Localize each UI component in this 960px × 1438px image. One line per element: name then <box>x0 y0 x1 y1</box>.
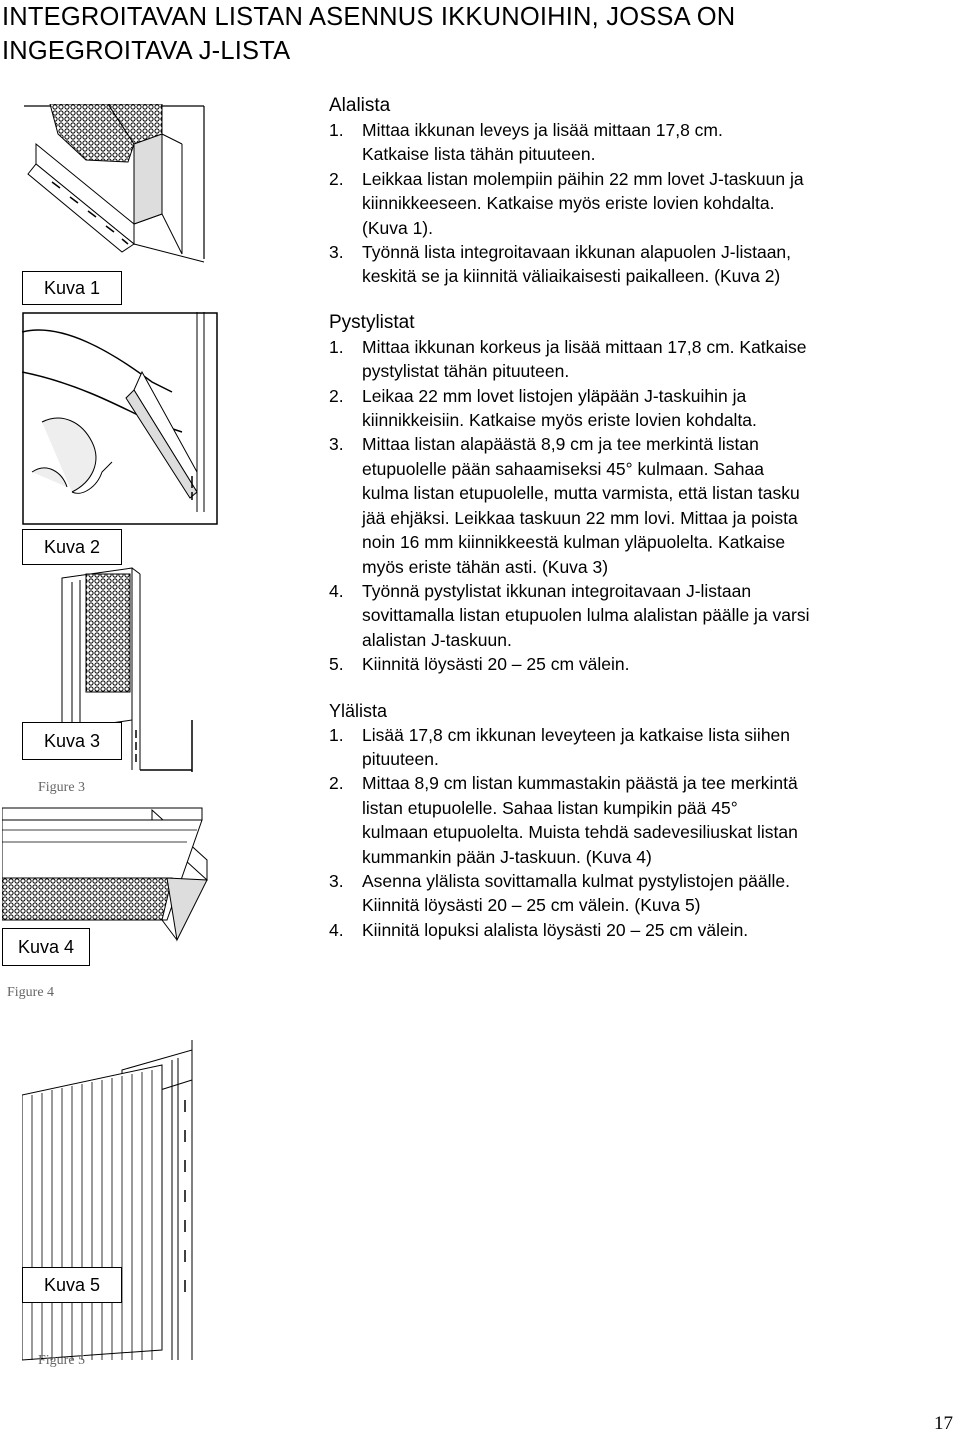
list-item: 2. Leikkaa listan molempiin päihin 22 mm lovet J-taskuun ja kiinnikkeeseen. Katkaise myös eriste lovien kohdalta. (Kuva 1). <box>329 168 804 238</box>
list-item: 1. Mittaa ikkunan leveys ja lisää mittaan 17,8 cm. Katkaise lista tähän pituuteen. <box>329 120 723 165</box>
figure-5-drawing <box>22 1040 217 1362</box>
list-item: 3. Mittaa listan alapäästä 8,9 cm ja tee merkintä listan etupuolelle pään sahaamiseksi 45° kulmaan. Sahaa kulma listan etupuolelle, mutta varmista, että listan tasku jää ehjäksi. Leikkaa taskuun 22 mm lovi. Mittaa ja poista noin 16 mm kiinnikkeestä kulman yläpuolelta. Katkaise myös eriste tähän asti. (Kuva 3) <box>329 434 800 577</box>
list-item: 1. Lisää 17,8 cm ikkunan leveyteen ja katkaise lista siihen pituuteen. <box>329 724 791 769</box>
title-line-1: INTEGROITAVAN LISTAN ASENNUS IKKUNOIHIN, JOSSA ON <box>2 3 736 31</box>
list-item: 3. Asenna ylälista sovittamalla kulmat pystylistojen päälle. Kiinnitä löysästi 20 – 25 cm välein. (Kuva 5) <box>329 870 790 916</box>
figure-2-drawing <box>22 312 220 526</box>
figure-1-label <box>22 271 122 305</box>
figure-4-label <box>2 928 90 966</box>
section-heading-pystylistat: Pystylistat <box>329 311 415 333</box>
figure-1-label-text: Kuva 1 <box>43 278 101 298</box>
list-item: 1. Mittaa ikkunan korkeus ja lisää mittaan 17,8 cm. Katkaise pystylistat tähän pituuteen. <box>329 336 807 382</box>
section-heading-alalista: Alalista <box>329 95 391 116</box>
figure-3-caption: Figure 3 <box>38 780 86 795</box>
figure-5-label-text: Kuva 5 <box>43 1275 101 1295</box>
figure-5-label <box>22 1267 122 1303</box>
section-heading-ylalista: Ylälista <box>329 700 388 721</box>
ylalista-steps <box>329 723 954 943</box>
list-item: 2. Mittaa 8,9 cm listan kummastakin päästä ja tee merkintä listan etupuolelle. Sahaa listan kumpikin pää 45° kulmaan etupuolelta. Muista tehdä sadevesiliuskat listan kummankin pään J-taskuun. (Kuva 4) <box>329 773 798 867</box>
figure-5-caption: Figure 5 <box>38 1353 86 1368</box>
page-number: 17 <box>934 1413 953 1434</box>
list-item: 4. Työnnä pystylistat ikkunan integroitavaan J-listaan sovittamalla listan etupuolen lulma alalistan päälle ja varsi alalistan J-taskuun. <box>329 580 810 650</box>
list-item: 3. Työnnä lista integroitavaan ikkunan alapuolen J-listaan, keskitä se ja kiinnitä väliaikaisesti paikalleen. (Kuva 2) <box>329 242 792 287</box>
list-item: 5. Kiinnitä löysästi 20 – 25 cm välein. <box>329 654 630 675</box>
figure-3-label <box>22 722 122 760</box>
page-title <box>2 0 735 68</box>
figure-2-label-text: Kuva 2 <box>43 537 101 557</box>
title-line-2: INGEGROITAVA J-LISTA <box>2 37 291 65</box>
instructions-column <box>329 94 954 942</box>
figure-3-label-text: Kuva 3 <box>43 731 101 751</box>
list-item: 4. Kiinnitä lopuksi alalista löysästi 20 – 25 cm välein. <box>329 919 749 940</box>
figure-4-label-text: Kuva 4 <box>17 937 75 957</box>
pystylistat-steps <box>329 335 954 677</box>
list-item: 2. Leikaa 22 mm lovet listojen yläpään J-taskuihin ja kiinnikkeisiin. Katkaise myös eriste lovien kohdalta. <box>329 385 757 431</box>
figure-4-caption: Figure 4 <box>7 985 55 1000</box>
alalista-steps <box>329 118 954 289</box>
